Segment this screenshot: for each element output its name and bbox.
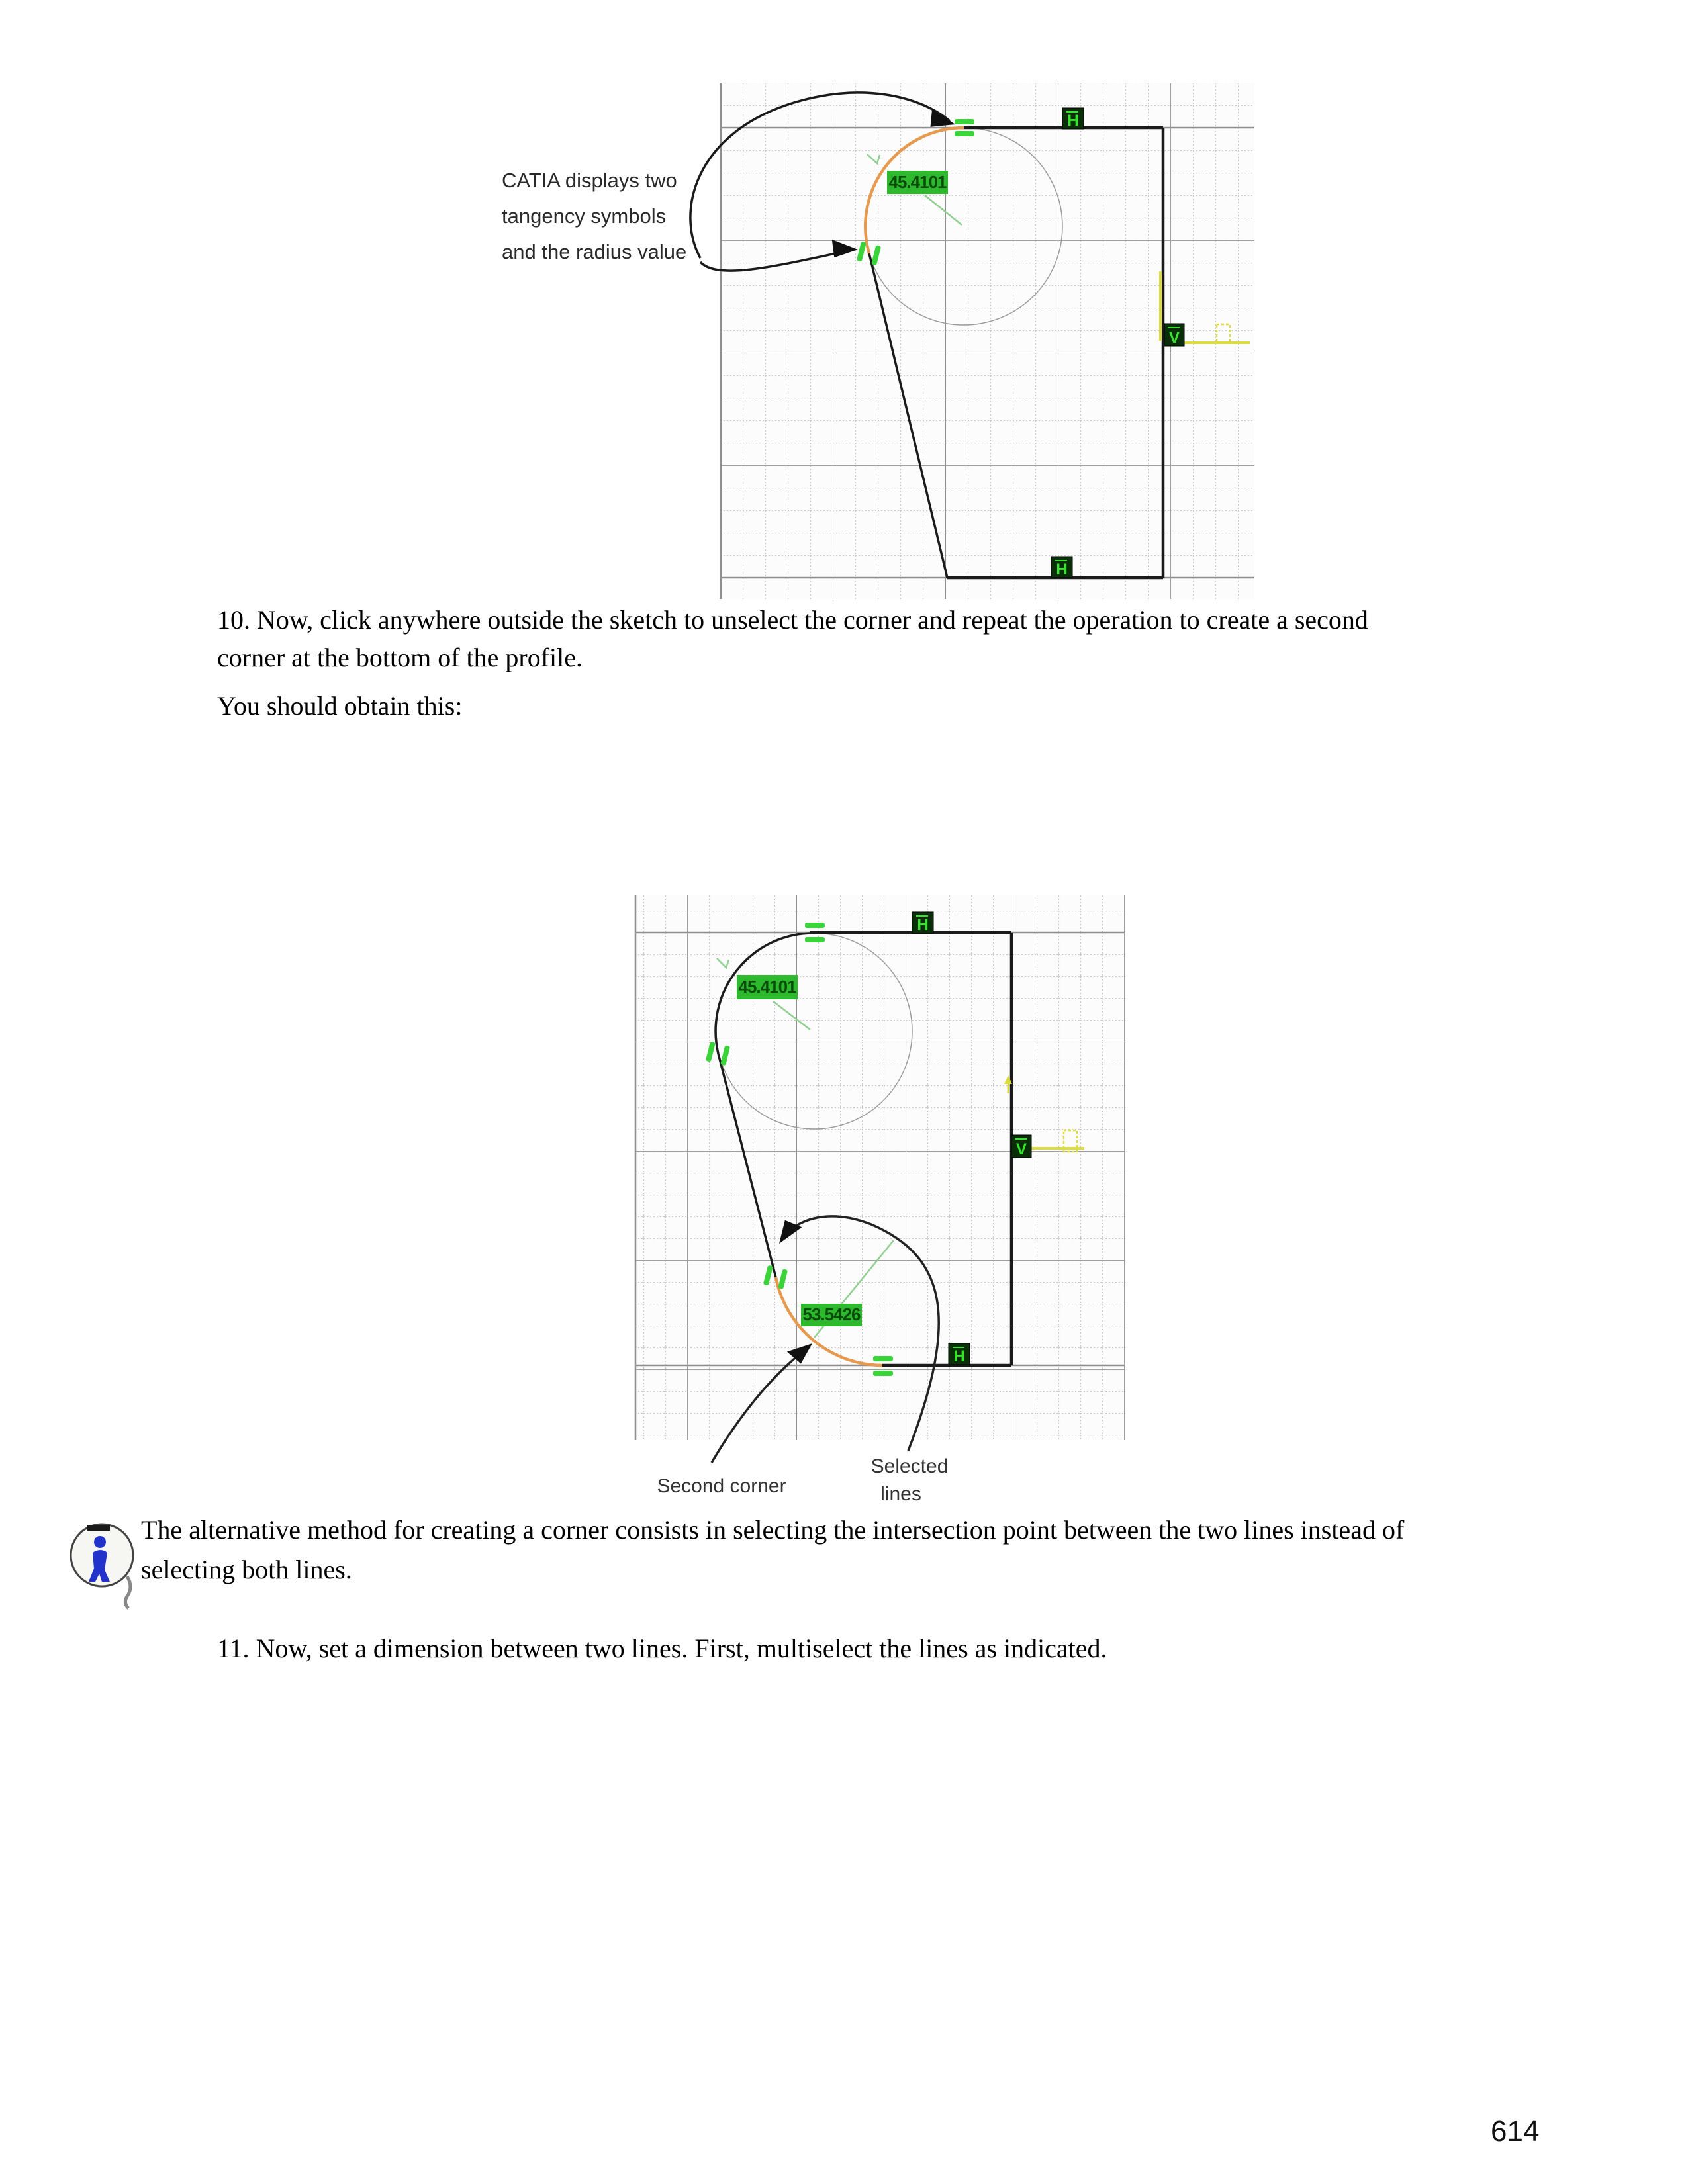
radius-value-label-top — [737, 975, 798, 999]
svg-text:tangency symbols: tangency symbols — [502, 205, 667, 228]
svg-text:CATIA displays two: CATIA displays two — [502, 169, 677, 192]
svg-text:H: H — [1056, 561, 1068, 578]
svg-text:H: H — [917, 916, 929, 934]
svg-text:V: V — [1015, 1140, 1027, 1158]
radius-value-text: 45.4101 — [888, 172, 947, 192]
page-number: 614 — [1491, 2115, 1540, 2148]
svg-text:H: H — [953, 1347, 965, 1365]
info-icon — [64, 1513, 143, 1612]
horizontal-constraint-icon — [1051, 557, 1072, 578]
svg-text:45.4101: 45.4101 — [738, 977, 796, 997]
radius-value-label — [887, 171, 948, 194]
horizontal-constraint-icon — [949, 1343, 970, 1365]
step-11-paragraph: 11. Now, set a dimension between two lines. First, multiselect the lines as indicated. — [217, 1633, 1107, 1663]
horizontal-constraint-icon — [912, 912, 933, 934]
figure-first-corner — [463, 60, 1264, 639]
svg-text:H: H — [1067, 112, 1079, 130]
caption-selected-lines-1: Selected — [870, 1455, 949, 1477]
figure1-annotation — [502, 169, 686, 263]
step-10-paragraph: 10. Now, click anywhere outside the sketch to unselect the corner and repeat the operation to create a second corner at the bottom of the profile. — [217, 605, 1368, 672]
horizontal-constraint-icon — [1062, 108, 1084, 130]
svg-text:V: V — [1168, 329, 1180, 347]
svg-text:53.5426: 53.5426 — [802, 1304, 861, 1324]
note-paragraph: The alternative method for creating a corner consists in selecting the intersection point between the two lines instead of selecting both lines. — [141, 1515, 1405, 1584]
radius-value-label-bottom — [801, 1304, 862, 1326]
caption-second-corner: Second corner — [657, 1475, 786, 1497]
figure-second-corner — [583, 847, 1185, 1542]
obtain-text: You should obtain this: — [217, 691, 463, 721]
caption-selected-lines-2: lines — [880, 1483, 921, 1505]
vertical-constraint-icon — [1164, 324, 1184, 347]
vertical-constraint-icon — [1011, 1135, 1031, 1158]
svg-text:and the radius value: and the radius value — [502, 240, 687, 263]
